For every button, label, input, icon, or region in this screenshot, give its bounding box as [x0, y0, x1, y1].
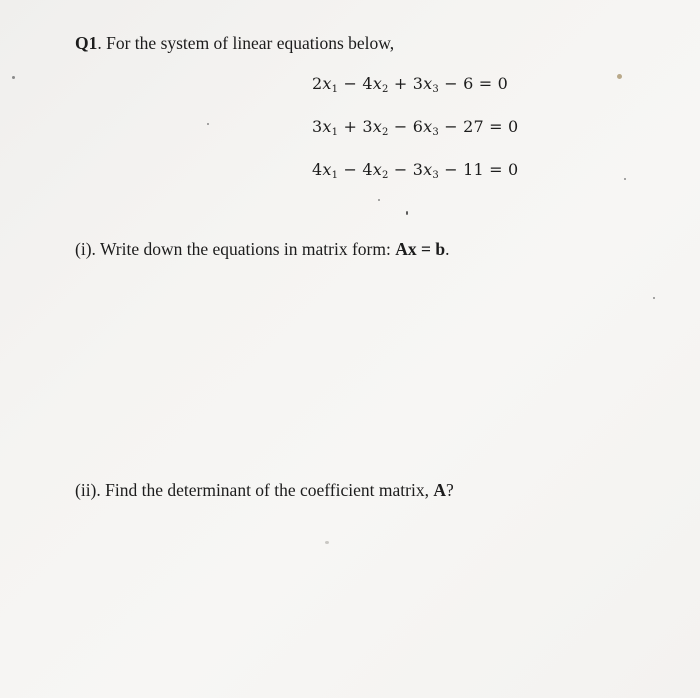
variable: $x_3$	[423, 160, 439, 181]
variable: $x_3$	[423, 74, 439, 95]
part-i-label: (i). Write down the equations in matrix form:	[75, 239, 396, 259]
variable: $x_1$	[322, 160, 339, 181]
variable: $x_1$	[322, 117, 339, 138]
equation-2	[312, 117, 518, 136]
question-prompt: . For the system of linear equations below,	[97, 33, 395, 53]
part-i-math: Ax = b	[395, 239, 446, 259]
paper-speck	[617, 74, 622, 79]
equation-term: − 3	[388, 160, 424, 179]
question-heading	[75, 33, 394, 54]
equation-term: 4	[312, 160, 323, 179]
equation-term: − 4	[338, 74, 373, 93]
equation-term: − 6 = 0	[438, 74, 509, 93]
variable-subscript: 2	[381, 170, 389, 181]
equation-3	[312, 160, 518, 179]
variable-subscript: 3	[432, 127, 439, 138]
variable-subscript: 3	[432, 170, 439, 181]
equation-term: − 27 = 0	[438, 117, 519, 136]
part-i-end: .	[445, 239, 450, 259]
equation-term: 2	[312, 74, 323, 93]
equation-term: 3	[312, 117, 323, 136]
part-i	[75, 239, 449, 260]
variable-subscript: 1	[331, 170, 339, 181]
part-ii	[75, 480, 454, 501]
variable: $x_3$	[423, 117, 439, 138]
variable-subscript: 1	[331, 84, 339, 95]
variable: $x_2$	[372, 160, 389, 181]
paper-speck	[406, 211, 408, 215]
question-number: Q1	[75, 33, 98, 53]
paper-speck	[12, 76, 15, 79]
variable-subscript: 2	[381, 84, 389, 95]
paper-speck	[378, 199, 380, 201]
paper-speck	[624, 178, 626, 180]
variable-subscript: 2	[381, 127, 389, 138]
paper-speck	[325, 541, 329, 544]
equation-term: − 4	[338, 160, 373, 179]
part-ii-label: (ii). Find the determinant of the coefficient matrix,	[75, 480, 434, 500]
part-ii-end: ?	[445, 480, 454, 500]
variable: $x_1$	[322, 74, 339, 95]
equation-1	[312, 74, 508, 93]
variable-subscript: 3	[432, 84, 439, 95]
paper-speck	[653, 297, 655, 299]
variable: $x_2$	[372, 117, 389, 138]
paper-speck	[207, 123, 209, 125]
equation-term: − 11 = 0	[438, 160, 519, 179]
equation-term: + 3	[338, 117, 373, 136]
equation-term: + 3	[388, 74, 424, 93]
variable-subscript: 1	[331, 127, 339, 138]
variable: $x_2$	[372, 74, 389, 95]
equation-term: − 6	[388, 117, 424, 136]
part-ii-math: A	[433, 480, 446, 500]
